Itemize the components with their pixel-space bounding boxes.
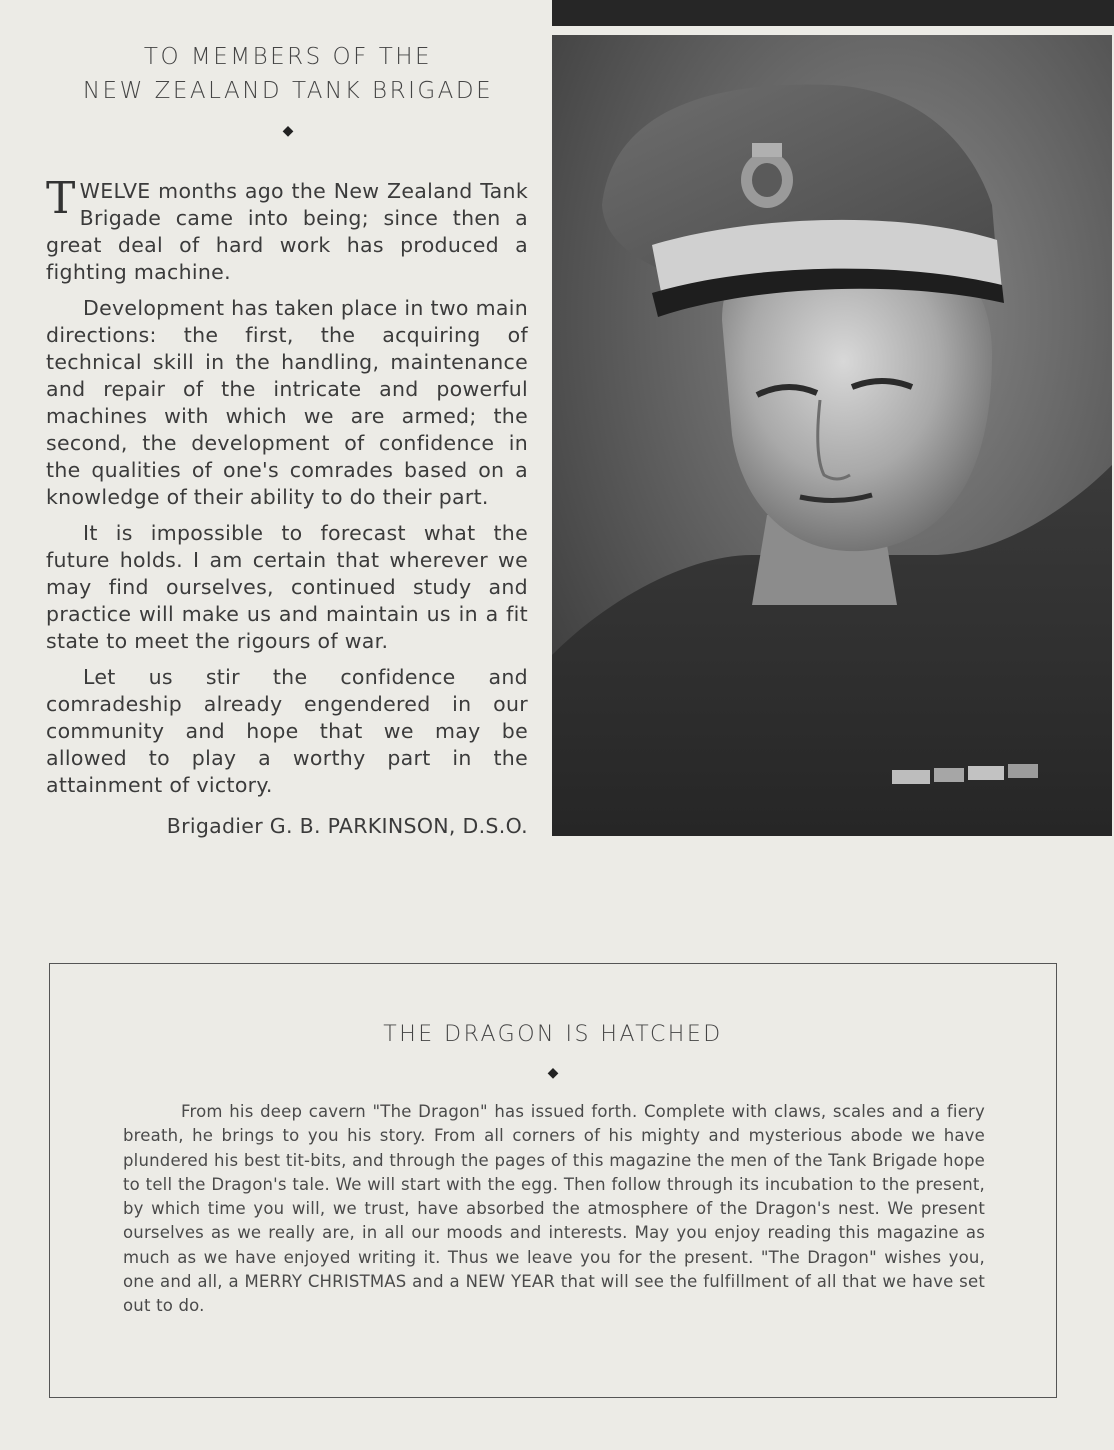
signature: Brigadier G. B. PARKINSON, D.S.O. [166,814,528,838]
letter-body [46,173,528,808]
dragon-notice-box [49,963,1057,1398]
portrait-illustration [552,35,1112,836]
letter-paragraph-4: Let us stir the confidence and comradeship already engendered in our community and hope that we may be allowed to play a worthy part in the attainment of victory. [46,665,528,797]
notice-title: THE DRAGON IS HATCHED [383,1022,723,1047]
letter-paragraph-1 [46,173,528,286]
drop-cap: T [46,173,76,224]
letter-heading [46,40,530,138]
letter-paragraph-2: Development has taken place in two main directions: the first, the acquiring of technical skill in the handling, maintenance and repair of the intricate and powerful machines with which we are armed; the second, the development of confidence in the qualities of one's comrades based on a knowledge of their ability to do their part. [46,296,528,509]
letter-paragraph-3: It is impossible to forecast what the future holds. I am certain that wherever we may find ourselves, continued study and practice will make us and maintain us in a fit state to meet the rigours of war. [46,521,528,653]
diamond-ornament-icon: ◆ [282,123,294,139]
diamond-ornament-icon: ◆ [547,1065,559,1081]
notice-body: From his deep cavern "The Dragon" has issued forth. Complete with claws, scales and a fiery breath, he brings to you his story. From all corners of his mighty and mysterious abode we have plundered his best tit-bits, and through the pages of this magazine the men of the Tank Brigade hope to tell the Dragon's tale. We will start with the egg. Then follow through its incubation to the present, by which time you will, we trust, have absorbed the atmosphere of the Dragon's nest. We present ourselves as we really are, in all our moods and interests. May you enjoy reading this magazine as much as we have enjoyed writing it. Thus we leave you for the present. "The Dragon" wishes you, one and all, a MERRY CHRISTMAS and a NEW YEAR that will see the fulfillment of all that we have set out to do. [123,1102,985,1316]
portrait-photo [552,35,1112,836]
letter-title-line-1: TO MEMBERS OF THE [143,44,433,70]
letter-paragraph-1-text: WELVE months ago the New Zealand Tank Brigade came into being; since then a great deal of hard work has produced a fighting machine. [46,179,528,284]
top-rule [552,0,1114,26]
letter-title-line-2: NEW ZEALAND TANK BRIGADE [82,78,494,104]
